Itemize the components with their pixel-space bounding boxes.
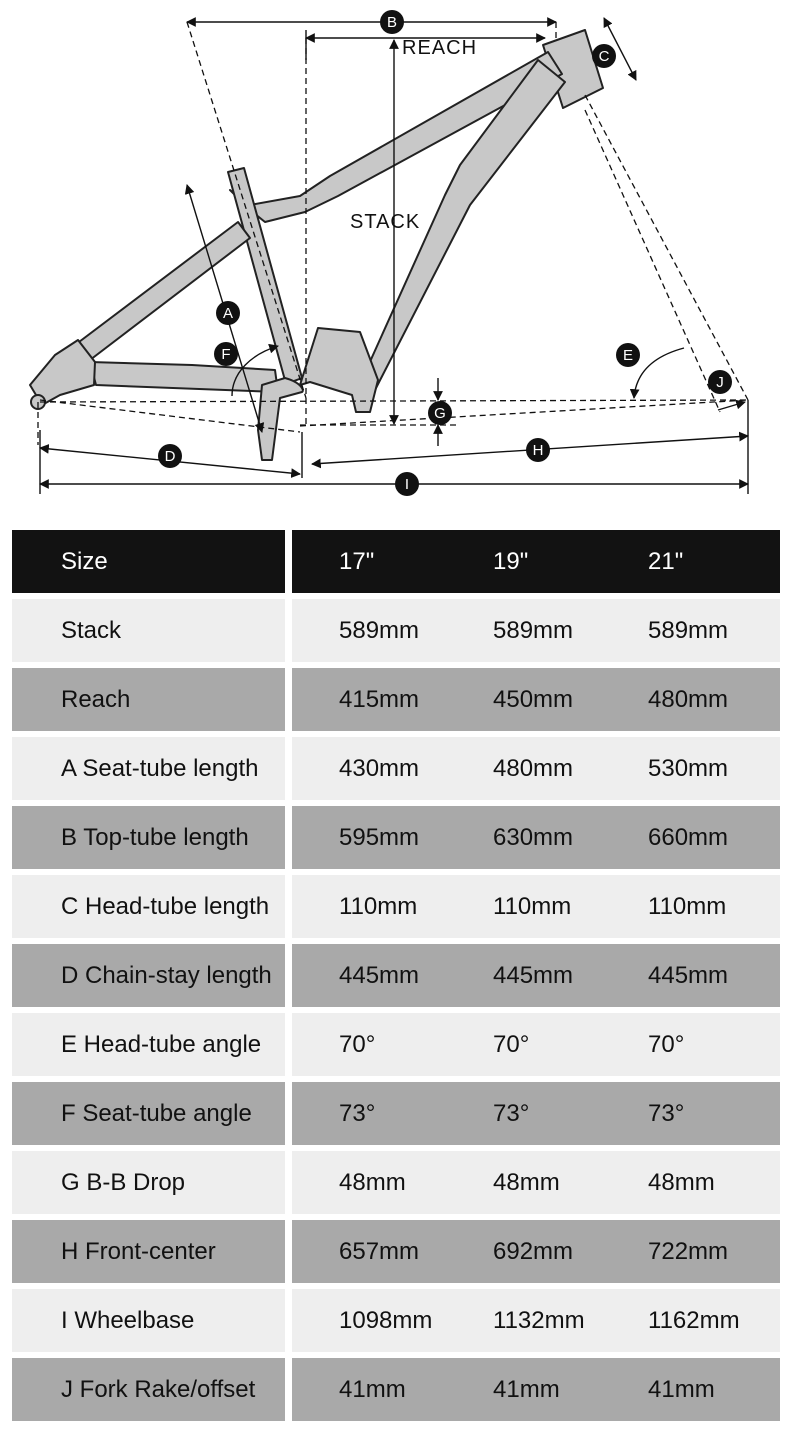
row-value: 73°: [339, 1100, 376, 1127]
row-value: 70°: [493, 1031, 530, 1058]
marker-h: [526, 438, 550, 462]
table-row: [0, 1289, 790, 1352]
row-value: 589mm: [339, 617, 420, 644]
row-value: 530mm: [648, 755, 729, 782]
row-label: Reach: [12, 668, 285, 731]
row-value: 73°: [648, 1100, 685, 1127]
row-value: 480mm: [493, 755, 574, 782]
table-row: [0, 944, 790, 1007]
row-label: E Head-tube angle: [12, 1013, 285, 1076]
svg-text:B: B: [386, 14, 398, 31]
row-value: 450mm: [493, 686, 574, 713]
row-value: 657mm: [339, 1238, 420, 1265]
row-value: 41mm: [339, 1376, 406, 1403]
row-label: D Chain-stay length: [12, 944, 285, 1007]
row-value: 692mm: [493, 1238, 574, 1265]
row-value: 445mm: [493, 962, 574, 989]
svg-text:E: E: [622, 347, 634, 364]
marker-b: [380, 10, 404, 34]
header-size-19: 19": [493, 548, 529, 575]
header-size-17: 17": [339, 548, 375, 575]
row-value: 48mm: [493, 1169, 560, 1196]
dimension-lines: [40, 18, 748, 494]
row-value: 415mm: [339, 686, 420, 713]
row-value: 1132mm: [493, 1307, 585, 1334]
header-size-label: Size: [12, 530, 285, 593]
row-value: 41mm: [648, 1376, 715, 1403]
svg-text:G: G: [434, 405, 446, 422]
row-value: 1098mm: [339, 1307, 433, 1334]
row-value: 110mm: [493, 893, 572, 920]
table-row: [0, 1220, 790, 1283]
marker-e: [616, 343, 640, 367]
svg-text:F: F: [221, 346, 231, 363]
svg-text:I: I: [404, 476, 410, 493]
svg-text:C: C: [598, 48, 610, 65]
row-label: I Wheelbase: [12, 1289, 285, 1352]
marker-d: [158, 444, 182, 468]
frame-geometry-diagram: [0, 0, 790, 510]
table-row: [0, 806, 790, 869]
row-label: H Front-center: [12, 1220, 285, 1283]
svg-text:H: H: [532, 442, 544, 459]
row-value: 430mm: [339, 755, 420, 782]
table-row: [0, 737, 790, 800]
row-value: 48mm: [648, 1169, 715, 1196]
row-value: 445mm: [339, 962, 420, 989]
row-value: 722mm: [648, 1238, 729, 1265]
row-label: J Fork Rake/offset: [12, 1358, 285, 1421]
svg-text:D: D: [164, 448, 176, 465]
row-value: 480mm: [648, 686, 729, 713]
row-value: 110mm: [339, 893, 418, 920]
row-value: 48mm: [339, 1169, 406, 1196]
row-value: 589mm: [493, 617, 574, 644]
geometry-table: [0, 530, 790, 1427]
row-label: A Seat-tube length: [12, 737, 285, 800]
table-row: [0, 1151, 790, 1214]
svg-text:J: J: [716, 374, 724, 391]
row-value: 41mm: [493, 1376, 560, 1403]
marker-f: [214, 342, 238, 366]
table-row: [0, 1013, 790, 1076]
bike-frame: [30, 30, 603, 460]
row-value: 73°: [493, 1100, 530, 1127]
row-label: B Top-tube length: [12, 806, 285, 869]
row-value: 630mm: [493, 824, 574, 851]
marker-j: [708, 370, 732, 394]
marker-i: [395, 472, 419, 496]
marker-g: [428, 401, 452, 425]
row-label: C Head-tube length: [12, 875, 285, 938]
row-label: F Seat-tube angle: [12, 1082, 285, 1145]
row-label: Stack: [12, 599, 285, 662]
row-value: 445mm: [648, 962, 729, 989]
row-value: 70°: [339, 1031, 376, 1058]
table-row: [0, 668, 790, 731]
svg-text:A: A: [222, 305, 234, 322]
row-value: 660mm: [648, 824, 729, 851]
row-label: G B-B Drop: [12, 1151, 285, 1214]
marker-c: [592, 44, 616, 68]
row-value: 595mm: [339, 824, 420, 851]
table-row: [0, 875, 790, 938]
row-value: 70°: [648, 1031, 685, 1058]
stack-label: STACK: [350, 211, 421, 233]
table-header-row: [0, 530, 790, 593]
table-row: [0, 1082, 790, 1145]
marker-a: [216, 301, 240, 325]
row-value: 110mm: [648, 893, 727, 920]
row-value: 589mm: [648, 617, 729, 644]
table-row: [0, 599, 790, 662]
table-row: [0, 1358, 790, 1421]
reach-label: REACH: [402, 37, 478, 59]
header-size-21: 21": [648, 548, 684, 575]
row-value: 1162mm: [648, 1307, 740, 1334]
